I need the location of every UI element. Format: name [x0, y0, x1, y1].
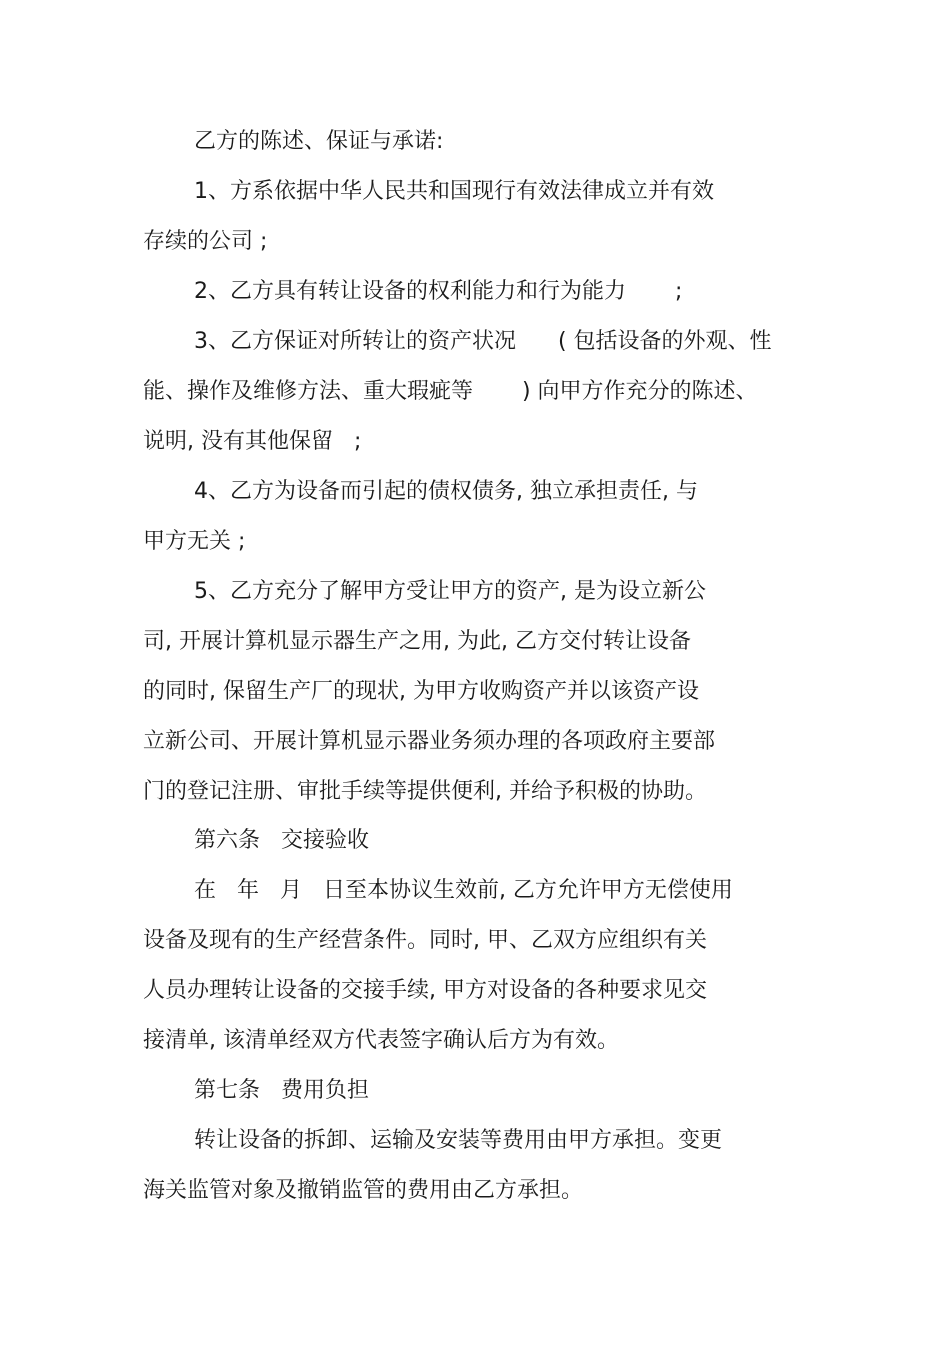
text-line: 司, 开展计算机显示器生产之用, 为此, 乙方交付转让设备: [143, 629, 691, 654]
text-line: 的同时, 保留生产厂的现状, 为甲方收购资产并以该资产设: [143, 679, 699, 704]
text-line: 甲方无关 ;: [143, 529, 246, 554]
text-line: 3、乙方保证对所转让的资产状况 ( 包括设备的外观、性: [194, 329, 772, 354]
text-line: 说明, 没有其他保留 ;: [143, 429, 362, 454]
section-heading: 第七条 费用负担: [194, 1078, 369, 1103]
text-line: 存续的公司 ;: [143, 229, 268, 254]
text-line: 接清单, 该清单经双方代表签字确认后方为有效。: [143, 1028, 619, 1053]
text-line: 在 年 月 日至本协议生效前, 乙方允许甲方无偿使用: [194, 878, 733, 903]
text-line: 乙方的陈述、保证与承诺:: [194, 129, 444, 154]
text-line: 人员办理转让设备的交接手续, 甲方对设备的各种要求见交: [143, 978, 707, 1003]
text-line: 能、操作及维修方法、重大瑕疵等 ) 向甲方作充分的陈述、: [143, 379, 758, 404]
text-line: 门的登记注册、审批手续等提供便利, 并给予积极的协助。: [143, 779, 707, 804]
text-line: 5、乙方充分了解甲方受让甲方的资产, 是为设立新公: [194, 579, 706, 604]
text-line: 立新公司、开展计算机显示器业务须办理的各项政府主要部: [143, 729, 716, 754]
text-line: 4、乙方为设备而引起的债权债务, 独立承担责任, 与: [194, 479, 698, 504]
text-line: 转让设备的拆卸、运输及安装等费用由甲方承担。变更: [194, 1128, 723, 1153]
text-line: 2、乙方具有转让设备的权利能力和行为能力 ;: [194, 279, 683, 304]
text-line: 1、方系依据中华人民共和国现行有效法律成立并有效: [194, 179, 714, 204]
section-heading: 第六条 交接验收: [194, 828, 369, 853]
text-line: 海关监管对象及撤销监管的费用由乙方承担。: [143, 1178, 584, 1203]
text-line: 设备及现有的生产经营条件。同时, 甲、乙双方应组织有关: [143, 928, 707, 953]
